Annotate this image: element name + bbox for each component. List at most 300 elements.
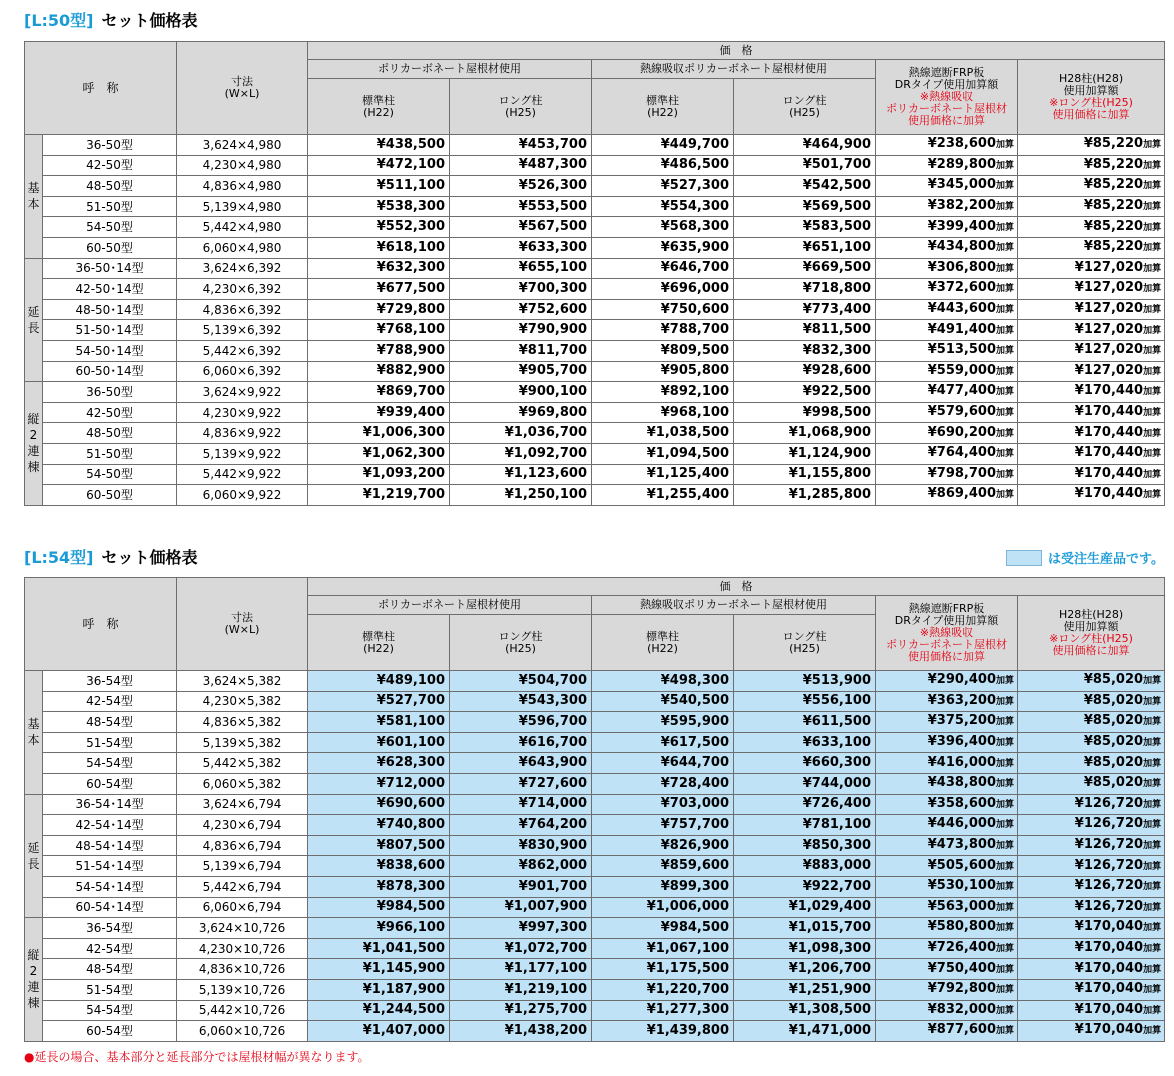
price-value: ¥1,275,700	[450, 1000, 592, 1021]
price-value: ¥922,500	[734, 382, 876, 403]
price-value: ¥543,300	[450, 691, 592, 712]
table-row	[25, 938, 1165, 959]
dimension-value: 4,230×9,922	[177, 402, 308, 423]
price-value: ¥644,700	[592, 753, 734, 774]
model-name: 36-50･14型	[43, 258, 177, 279]
price-value: ¥788,900	[308, 340, 450, 361]
addition-value: ¥358,600加算	[876, 794, 1018, 815]
addition-value: ¥690,200加算	[876, 423, 1018, 444]
addition-value: ¥170,040加算	[1018, 1021, 1165, 1042]
price-value: ¥660,300	[734, 753, 876, 774]
dimension-value: 5,139×5,382	[177, 732, 308, 753]
price-value: ¥939,400	[308, 402, 450, 423]
price-value: ¥504,700	[450, 671, 592, 692]
price-value: ¥633,100	[734, 732, 876, 753]
addition-value: ¥85,020加算	[1018, 732, 1165, 753]
table-row	[25, 340, 1165, 361]
addition-value: ¥477,400加算	[876, 382, 1018, 403]
header-long-post: ロング柱 (H25)	[450, 615, 592, 671]
dimension-value: 4,230×6,794	[177, 815, 308, 836]
header-frp-addition: 熱線遮断FRP板 DRタイプ使用加算額 ※熱線吸収 ポリカーボネート屋根材 使用価格に加算	[876, 60, 1018, 135]
dimension-value: 5,442×9,922	[177, 464, 308, 485]
price-value: ¥526,300	[450, 176, 592, 197]
price-value: ¥1,098,300	[734, 938, 876, 959]
table-row	[25, 856, 1165, 877]
dimension-value: 5,442×10,726	[177, 1000, 308, 1021]
group-label: 縦2連棟	[25, 382, 43, 506]
price-value: ¥811,500	[734, 320, 876, 341]
price-value: ¥596,700	[450, 712, 592, 733]
dimension-value: 3,624×9,922	[177, 382, 308, 403]
addition-value: ¥764,400加算	[876, 443, 1018, 464]
price-value: ¥922,700	[734, 876, 876, 897]
price-value: ¥1,124,900	[734, 443, 876, 464]
model-name: 51-54型	[43, 732, 177, 753]
price-table-section	[24, 8, 1164, 506]
addition-value: ¥563,000加算	[876, 897, 1018, 918]
group-label: 延長	[25, 794, 43, 918]
price-value: ¥632,300	[308, 258, 450, 279]
table-row	[25, 732, 1165, 753]
header-polycarbonate: ポリカーボネート屋根材使用	[308, 596, 592, 615]
dimension-value: 6,060×6,794	[177, 897, 308, 918]
price-value: ¥764,200	[450, 815, 592, 836]
price-value: ¥677,500	[308, 279, 450, 300]
price-value: ¥1,072,700	[450, 938, 592, 959]
dimension-value: 4,836×4,980	[177, 176, 308, 197]
price-value: ¥617,500	[592, 732, 734, 753]
model-name: 51-50･14型	[43, 320, 177, 341]
model-name: 48-54型	[43, 712, 177, 733]
dimension-value: 4,230×10,726	[177, 938, 308, 959]
addition-value: ¥85,020加算	[1018, 753, 1165, 774]
price-value: ¥969,800	[450, 402, 592, 423]
addition-value: ¥832,000加算	[876, 1000, 1018, 1021]
model-name: 54-50型	[43, 464, 177, 485]
addition-value: ¥289,800加算	[876, 155, 1018, 176]
price-value: ¥1,038,500	[592, 423, 734, 444]
table-title: [L:54型] セット価格表 は受注生産品です。	[24, 547, 1164, 567]
shade-legend-swatch	[1006, 550, 1042, 566]
price-value: ¥618,100	[308, 237, 450, 258]
price-value: ¥538,300	[308, 196, 450, 217]
addition-value: ¥869,400加算	[876, 485, 1018, 506]
addition-value: ¥238,600加算	[876, 135, 1018, 156]
dimension-value: 3,624×6,794	[177, 794, 308, 815]
header-heat-absorbing: 熱線吸収ポリカーボネート屋根材使用	[592, 596, 876, 615]
table-row	[25, 671, 1165, 692]
price-table-section	[24, 545, 1164, 1042]
model-name: 36-50型	[43, 135, 177, 156]
addition-value: ¥530,100加算	[876, 876, 1018, 897]
table-row	[25, 1021, 1165, 1042]
price-value: ¥1,145,900	[308, 959, 450, 980]
price-value: ¥646,700	[592, 258, 734, 279]
price-value: ¥728,400	[592, 773, 734, 794]
model-name: 48-50型	[43, 423, 177, 444]
table-row	[25, 959, 1165, 980]
addition-value: ¥434,800加算	[876, 237, 1018, 258]
header-frp-addition: 熱線遮断FRP板 DRタイプ使用加算額 ※熱線吸収 ポリカーボネート屋根材 使用価格に加算	[876, 596, 1018, 671]
price-value: ¥878,300	[308, 876, 450, 897]
dimension-value: 3,624×5,382	[177, 671, 308, 692]
price-value: ¥740,800	[308, 815, 450, 836]
model-name: 54-54型	[43, 1000, 177, 1021]
price-value: ¥729,800	[308, 299, 450, 320]
dimension-value: 5,139×6,794	[177, 856, 308, 877]
dimension-value: 5,139×10,726	[177, 979, 308, 1000]
price-value: ¥718,800	[734, 279, 876, 300]
price-value: ¥464,900	[734, 135, 876, 156]
model-name: 36-50型	[43, 382, 177, 403]
dimension-value: 5,442×4,980	[177, 217, 308, 238]
addition-value: ¥85,020加算	[1018, 712, 1165, 733]
addition-value: ¥126,720加算	[1018, 876, 1165, 897]
dimension-value: 4,230×4,980	[177, 155, 308, 176]
price-value: ¥511,100	[308, 176, 450, 197]
model-name: 42-50型	[43, 155, 177, 176]
model-name: 48-54型	[43, 959, 177, 980]
addition-value: ¥85,220加算	[1018, 135, 1165, 156]
price-value: ¥869,700	[308, 382, 450, 403]
table-row	[25, 423, 1165, 444]
dimension-value: 5,442×5,382	[177, 753, 308, 774]
table-row	[25, 691, 1165, 712]
addition-value: ¥127,020加算	[1018, 340, 1165, 361]
addition-value: ¥85,020加算	[1018, 671, 1165, 692]
price-value: ¥750,600	[592, 299, 734, 320]
dimension-value: 5,442×6,794	[177, 876, 308, 897]
price-value: ¥838,600	[308, 856, 450, 877]
table-row	[25, 815, 1165, 836]
table-row	[25, 320, 1165, 341]
price-table	[24, 577, 1165, 1042]
price-value: ¥811,700	[450, 340, 592, 361]
table-row	[25, 382, 1165, 403]
table-row	[25, 237, 1165, 258]
model-name: 48-54･14型	[43, 835, 177, 856]
dimension-value: 4,836×5,382	[177, 712, 308, 733]
header-price: 価 格	[308, 42, 1165, 60]
price-value: ¥966,100	[308, 918, 450, 939]
price-value: ¥628,300	[308, 753, 450, 774]
price-value: ¥905,700	[450, 361, 592, 382]
price-value: ¥583,500	[734, 217, 876, 238]
addition-value: ¥372,600加算	[876, 279, 1018, 300]
table-row	[25, 196, 1165, 217]
model-name: 42-54型	[43, 691, 177, 712]
price-value: ¥1,177,100	[450, 959, 592, 980]
price-value: ¥1,094,500	[592, 443, 734, 464]
table-title: [L:50型] セット価格表	[24, 10, 198, 30]
table-row	[25, 155, 1165, 176]
price-value: ¥501,700	[734, 155, 876, 176]
price-value: ¥1,093,200	[308, 464, 450, 485]
price-value: ¥832,300	[734, 340, 876, 361]
addition-value: ¥438,800加算	[876, 773, 1018, 794]
addition-value: ¥491,400加算	[876, 320, 1018, 341]
model-name: 36-54型	[43, 671, 177, 692]
addition-value: ¥399,400加算	[876, 217, 1018, 238]
table-row	[25, 712, 1165, 733]
price-value: ¥696,000	[592, 279, 734, 300]
price-value: ¥1,285,800	[734, 485, 876, 506]
price-value: ¥690,600	[308, 794, 450, 815]
model-name: 60-50型	[43, 237, 177, 258]
table-row	[25, 485, 1165, 506]
price-value: ¥807,500	[308, 835, 450, 856]
addition-value: ¥126,720加算	[1018, 815, 1165, 836]
addition-value: ¥170,440加算	[1018, 402, 1165, 423]
model-name: 54-54型	[43, 753, 177, 774]
table-row	[25, 835, 1165, 856]
price-value: ¥1,041,500	[308, 938, 450, 959]
addition-value: ¥750,400加算	[876, 959, 1018, 980]
price-value: ¥643,900	[450, 753, 592, 774]
price-value: ¥489,100	[308, 671, 450, 692]
table-row	[25, 773, 1165, 794]
addition-value: ¥473,800加算	[876, 835, 1018, 856]
price-value: ¥744,000	[734, 773, 876, 794]
addition-value: ¥345,000加算	[876, 176, 1018, 197]
price-value: ¥1,220,700	[592, 979, 734, 1000]
header-dimension: 寸法 (W×L)	[177, 578, 308, 671]
price-value: ¥826,900	[592, 835, 734, 856]
addition-value: ¥170,040加算	[1018, 1000, 1165, 1021]
model-name: 51-50型	[43, 443, 177, 464]
price-value: ¥527,300	[592, 176, 734, 197]
addition-value: ¥446,000加算	[876, 815, 1018, 836]
price-value: ¥1,175,500	[592, 959, 734, 980]
header-standard-post: 標準柱 (H22)	[308, 615, 450, 671]
model-name: 42-50･14型	[43, 279, 177, 300]
price-value: ¥513,900	[734, 671, 876, 692]
dimension-value: 6,060×10,726	[177, 1021, 308, 1042]
header-price: 価 格	[308, 578, 1165, 596]
header-long-post: ロング柱 (H25)	[734, 615, 876, 671]
price-value: ¥862,000	[450, 856, 592, 877]
addition-value: ¥85,220加算	[1018, 237, 1165, 258]
model-name: 51-54･14型	[43, 856, 177, 877]
price-value: ¥487,300	[450, 155, 592, 176]
addition-value: ¥85,020加算	[1018, 691, 1165, 712]
model-name: 42-54型	[43, 938, 177, 959]
addition-value: ¥579,600加算	[876, 402, 1018, 423]
table-row	[25, 918, 1165, 939]
table-row	[25, 258, 1165, 279]
addition-value: ¥85,220加算	[1018, 217, 1165, 238]
price-value: ¥859,600	[592, 856, 734, 877]
dimension-value: 3,624×10,726	[177, 918, 308, 939]
addition-value: ¥877,600加算	[876, 1021, 1018, 1042]
price-value: ¥655,100	[450, 258, 592, 279]
addition-value: ¥792,800加算	[876, 979, 1018, 1000]
addition-value: ¥170,040加算	[1018, 959, 1165, 980]
table-row	[25, 979, 1165, 1000]
price-value: ¥1,015,700	[734, 918, 876, 939]
price-value: ¥1,251,900	[734, 979, 876, 1000]
header-heat-absorbing: 熱線吸収ポリカーボネート屋根材使用	[592, 60, 876, 79]
price-value: ¥928,600	[734, 361, 876, 382]
price-value: ¥616,700	[450, 732, 592, 753]
price-value: ¥968,100	[592, 402, 734, 423]
price-value: ¥1,438,200	[450, 1021, 592, 1042]
addition-value: ¥375,200加算	[876, 712, 1018, 733]
price-value: ¥581,100	[308, 712, 450, 733]
addition-value: ¥85,220加算	[1018, 196, 1165, 217]
dimension-value: 4,230×5,382	[177, 691, 308, 712]
addition-value: ¥290,400加算	[876, 671, 1018, 692]
price-value: ¥1,036,700	[450, 423, 592, 444]
model-name: 51-54型	[43, 979, 177, 1000]
price-value: ¥1,187,900	[308, 979, 450, 1000]
header-standard-post: 標準柱 (H22)	[592, 615, 734, 671]
addition-value: ¥416,000加算	[876, 753, 1018, 774]
model-name: 60-54型	[43, 1021, 177, 1042]
addition-value: ¥306,800加算	[876, 258, 1018, 279]
price-value: ¥498,300	[592, 671, 734, 692]
addition-value: ¥127,020加算	[1018, 361, 1165, 382]
price-value: ¥809,500	[592, 340, 734, 361]
dimension-value: 4,836×6,794	[177, 835, 308, 856]
addition-value: ¥798,700加算	[876, 464, 1018, 485]
price-value: ¥438,500	[308, 135, 450, 156]
price-value: ¥1,277,300	[592, 1000, 734, 1021]
model-name: 54-50･14型	[43, 340, 177, 361]
dimension-value: 3,624×4,980	[177, 135, 308, 156]
addition-value: ¥443,600加算	[876, 299, 1018, 320]
addition-value: ¥127,020加算	[1018, 279, 1165, 300]
addition-value: ¥126,720加算	[1018, 794, 1165, 815]
dimension-value: 4,836×6,392	[177, 299, 308, 320]
header-h28-addition: H28柱(H28) 使用加算額 ※ロング柱(H25) 使用価格に加算	[1018, 596, 1165, 671]
price-value: ¥773,400	[734, 299, 876, 320]
price-value: ¥790,900	[450, 320, 592, 341]
price-value: ¥453,700	[450, 135, 592, 156]
price-value: ¥651,100	[734, 237, 876, 258]
addition-value: ¥85,220加算	[1018, 155, 1165, 176]
table-row	[25, 176, 1165, 197]
price-value: ¥781,100	[734, 815, 876, 836]
price-value: ¥1,219,700	[308, 485, 450, 506]
model-name: 51-50型	[43, 196, 177, 217]
addition-value: ¥85,020加算	[1018, 773, 1165, 794]
price-value: ¥1,308,500	[734, 1000, 876, 1021]
price-value: ¥569,500	[734, 196, 876, 217]
addition-value: ¥580,800加算	[876, 918, 1018, 939]
addition-value: ¥170,440加算	[1018, 464, 1165, 485]
addition-value: ¥363,200加算	[876, 691, 1018, 712]
price-value: ¥905,800	[592, 361, 734, 382]
price-value: ¥757,700	[592, 815, 734, 836]
price-value: ¥553,500	[450, 196, 592, 217]
price-value: ¥540,500	[592, 691, 734, 712]
price-value: ¥1,006,000	[592, 897, 734, 918]
price-value: ¥752,600	[450, 299, 592, 320]
addition-value: ¥126,720加算	[1018, 835, 1165, 856]
header-yobina: 呼 称	[25, 578, 177, 671]
price-value: ¥1,007,900	[450, 897, 592, 918]
addition-value: ¥127,020加算	[1018, 258, 1165, 279]
dimension-value: 5,139×6,392	[177, 320, 308, 341]
table-row	[25, 1000, 1165, 1021]
price-value: ¥1,029,400	[734, 897, 876, 918]
dimension-value: 6,060×9,922	[177, 485, 308, 506]
price-value: ¥700,300	[450, 279, 592, 300]
price-value: ¥1,062,300	[308, 443, 450, 464]
price-value: ¥595,900	[592, 712, 734, 733]
price-value: ¥788,700	[592, 320, 734, 341]
price-value: ¥1,067,100	[592, 938, 734, 959]
price-value: ¥1,125,400	[592, 464, 734, 485]
price-value: ¥712,000	[308, 773, 450, 794]
price-value: ¥1,219,100	[450, 979, 592, 1000]
price-value: ¥601,100	[308, 732, 450, 753]
price-value: ¥1,092,700	[450, 443, 592, 464]
table-row	[25, 897, 1165, 918]
price-value: ¥527,700	[308, 691, 450, 712]
model-name: 54-54･14型	[43, 876, 177, 897]
model-name: 48-50･14型	[43, 299, 177, 320]
price-value: ¥1,123,600	[450, 464, 592, 485]
model-name: 36-54･14型	[43, 794, 177, 815]
price-value: ¥486,500	[592, 155, 734, 176]
price-value: ¥768,100	[308, 320, 450, 341]
header-polycarbonate: ポリカーボネート屋根材使用	[308, 60, 592, 79]
price-value: ¥568,300	[592, 217, 734, 238]
header-standard-post: 標準柱 (H22)	[308, 79, 450, 135]
addition-value: ¥505,600加算	[876, 856, 1018, 877]
price-value: ¥1,250,100	[450, 485, 592, 506]
model-name: 60-50･14型	[43, 361, 177, 382]
price-value: ¥997,300	[450, 918, 592, 939]
addition-value: ¥396,400加算	[876, 732, 1018, 753]
dimension-value: 3,624×6,392	[177, 258, 308, 279]
dimension-value: 6,060×5,382	[177, 773, 308, 794]
price-value: ¥669,500	[734, 258, 876, 279]
model-name: 36-54型	[43, 918, 177, 939]
price-value: ¥850,300	[734, 835, 876, 856]
made-to-order-note: は受注生産品です。	[1006, 548, 1164, 567]
table-row	[25, 464, 1165, 485]
price-value: ¥449,700	[592, 135, 734, 156]
price-value: ¥901,700	[450, 876, 592, 897]
model-name: 60-50型	[43, 485, 177, 506]
dimension-value: 5,139×4,980	[177, 196, 308, 217]
table-row	[25, 279, 1165, 300]
price-value: ¥726,400	[734, 794, 876, 815]
addition-value: ¥126,720加算	[1018, 856, 1165, 877]
header-yobina: 呼 称	[25, 42, 177, 135]
price-value: ¥714,000	[450, 794, 592, 815]
price-value: ¥1,407,000	[308, 1021, 450, 1042]
addition-value: ¥170,440加算	[1018, 382, 1165, 403]
price-value: ¥900,100	[450, 382, 592, 403]
price-value: ¥703,000	[592, 794, 734, 815]
price-table	[24, 41, 1165, 506]
header-long-post: ロング柱 (H25)	[734, 79, 876, 135]
price-value: ¥552,300	[308, 217, 450, 238]
header-dimension: 寸法 (W×L)	[177, 42, 308, 135]
model-name: 42-54･14型	[43, 815, 177, 836]
price-value: ¥727,600	[450, 773, 592, 794]
price-value: ¥1,439,800	[592, 1021, 734, 1042]
group-label: 延長	[25, 258, 43, 382]
price-value: ¥633,300	[450, 237, 592, 258]
price-value: ¥830,900	[450, 835, 592, 856]
addition-value: ¥127,020加算	[1018, 299, 1165, 320]
price-value: ¥1,155,800	[734, 464, 876, 485]
